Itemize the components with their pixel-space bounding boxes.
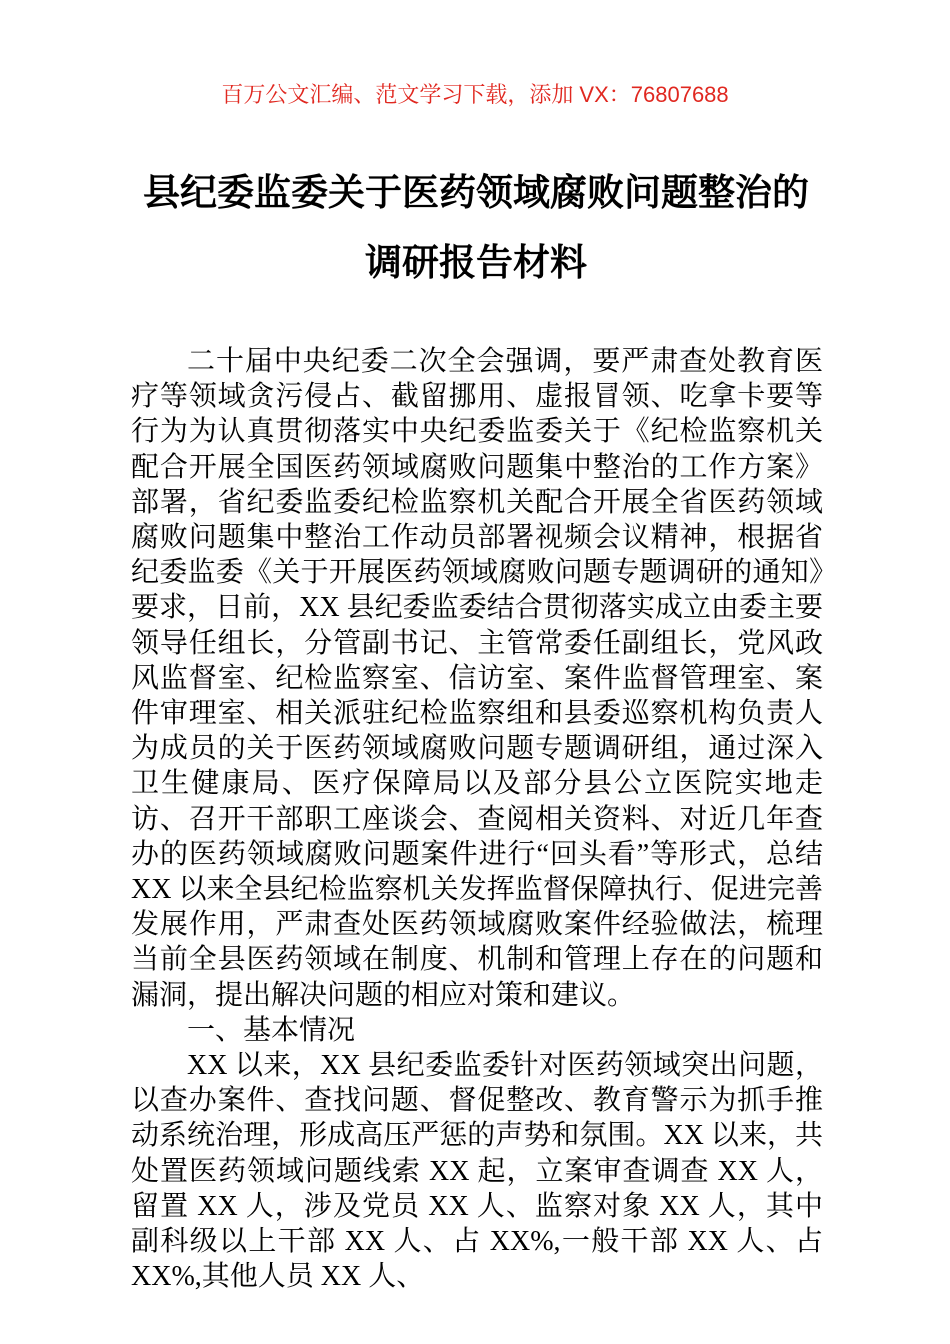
document-title — [130, 158, 822, 298]
header-promo-notice: 百万公文汇编、范文学习下载，添加 VX：76807688 — [221, 82, 729, 107]
document-title-line-1: 县纪委监委关于医药领域腐败问题整治的 — [143, 172, 809, 213]
paragraph-basic-situation: XX 以来，XX 县纪委监委针对医药领域突出问题，以查办案件、查找问题、督促整改、教育警示为抓手推动系统治理，形成高压严惩的声势和氛围。XX 以来，共处置医药领域问题线索 XX 起，立案审查调查 XX 人，留置 XX 人，涉及党员 XX 人、监察对象 XX 人，其中副科级以上干部 XX 人、占 XX%,一般干部 XX 人、占 XX%,其他人员 XX 人、 — [131, 1050, 823, 1293]
document-body — [131, 344, 823, 1294]
paragraph-intro: 二十届中央纪委二次全会强调，要严肃查处教育医疗等领域贪污侵占、截留挪用、虚报冒领、吃拿卡要等行为为认真贯彻落实中央纪委监委关于《纪检监察机关配合开展全国医药领域腐败问题集中整治的工作方案》部署，省纪委监委纪检监察机关配合开展全省医药领域腐败问题集中整治工作动员部署视频会议精神，根据省纪委监委《关于开展医药领域腐败问题专题调研的通知》要求，日前，XX 县纪委监委结合贯彻落实成立由委主要领导任组长，分管副书记、主管常委任副组长，党风政风监督室、纪检监察室、信访室、案件监督管理室、案件审理室、相关派驻纪检监察组和县委巡察机构负责人为成员的关于医药领域腐败问题专题调研组，通过深入卫生健康局、医疗保障局以及部分县公立医院实地走访、召开干部职工座谈会、查阅相关资料、对近几年查办的医药领域腐败问题案件进行“回头看”等形式，总结 XX 以来全县纪检监察机关发挥监督保障执行、促进完善发展作用，严肃查处医药领域腐败案件经验做法，梳理当前全县医药领域在制度、机制和管理上存在的问题和漏洞，提出解决问题的相应对策和建议。 — [131, 346, 823, 1011]
document-title-line-2: 调研报告材料 — [365, 242, 587, 283]
section-heading-basic-situation: 一、基本情况 — [187, 1014, 356, 1046]
